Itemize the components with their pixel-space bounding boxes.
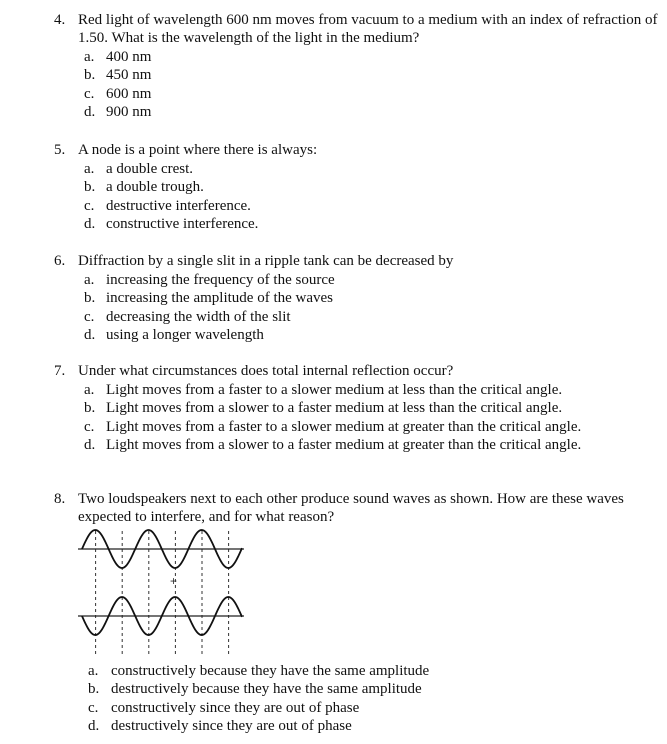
option-letter: a. [84,382,95,398]
question-stem [54,490,667,526]
option-letter: c. [84,197,95,214]
question-number: 8. [54,491,66,507]
option-letter: d. [88,717,100,734]
question-number: 6. [54,253,66,269]
question-6 [54,252,667,344]
option-text: Light moves from a faster to a slower medium at greater than the critical angle. [106,418,582,435]
option-b [54,680,667,698]
option-a [54,271,667,289]
option-letter: a. [84,49,95,65]
option-letter: c. [88,699,99,716]
question-7 [54,362,667,454]
option-c [54,418,667,436]
question-text: Diffraction by a single slit in a ripple tank can be decreased by [78,253,454,269]
question-number: 7. [54,363,66,379]
question-stem [54,141,667,159]
option-text: constructively since they are out of phase [111,699,360,716]
option-text: destructively because they have the same amplitude [111,681,422,698]
option-list [54,48,667,121]
option-text: 450 nm [106,67,152,84]
option-a [54,160,667,178]
option-text: 900 nm [106,103,152,120]
option-a [54,48,667,66]
option-text: a double crest. [106,161,194,177]
option-list [54,271,667,344]
option-letter: a. [84,161,95,177]
option-text: Light moves from a faster to a slower medium at less than the critical angle. [106,382,563,398]
wave-interference-diagram [76,527,251,657]
question-number: 5. [54,142,66,158]
option-list [54,662,667,735]
option-text: 600 nm [106,85,152,102]
question-text: Under what circumstances does total internal reflection occur? [78,363,454,379]
option-b [54,399,667,417]
option-letter: a. [88,663,99,679]
option-letter: d. [84,326,96,343]
option-d [54,326,667,344]
option-text: 400 nm [106,49,152,65]
option-letter: c. [84,85,95,102]
option-text: using a longer wavelength [106,326,264,343]
question-number: 4. [54,12,66,28]
question-stem [54,362,667,380]
option-text: a double trough. [106,179,204,196]
option-letter: b. [88,681,100,698]
plus-label: + [170,574,178,588]
question-text: A node is a point where there is always: [78,142,318,158]
option-letter: d. [84,215,96,232]
option-letter: b. [84,67,96,84]
option-a [54,662,667,680]
option-d [54,215,667,233]
question-stem [54,252,667,270]
option-letter: c. [84,308,95,325]
option-list [54,381,667,454]
option-b [54,178,667,196]
question-5 [54,141,667,233]
option-d [54,436,667,454]
question-text: Red light of wavelength 600 nm moves from vacuum to a medium with an index of refraction of 1.50. What is the wavelength of the light in the medium? [78,12,658,46]
question-stem [54,11,667,47]
option-text: Light moves from a slower to a faster medium at less than the critical angle. [106,400,563,417]
option-c [54,85,667,103]
option-b [54,66,667,84]
option-text: constructive interference. [106,215,259,232]
option-letter: d. [84,436,96,453]
option-letter: b. [84,290,96,307]
option-c [54,699,667,717]
option-c [54,308,667,326]
option-letter: b. [84,400,96,417]
option-d [54,717,667,735]
option-a [54,381,667,399]
option-list [54,160,667,233]
option-b [54,289,667,307]
option-text: decreasing the width of the slit [106,308,291,325]
option-text: increasing the frequency of the source [106,272,335,288]
option-c [54,197,667,215]
option-letter: c. [84,418,95,435]
option-letter: a. [84,272,95,288]
option-letter: d. [84,103,96,120]
option-text: constructively because they have the same amplitude [111,663,430,679]
option-text: destructive interference. [106,197,251,214]
question-text: Two loudspeakers next to each other produce sound waves as shown. How are these waves expected to interfere, and for what reason? [78,491,624,525]
option-d [54,103,667,121]
option-text: Light moves from a slower to a faster medium at greater than the critical angle. [106,436,582,453]
option-text: increasing the amplitude of the waves [106,290,334,307]
option-text: destructively since they are out of phase [111,717,352,734]
question-4 [54,11,667,121]
option-letter: b. [84,179,96,196]
